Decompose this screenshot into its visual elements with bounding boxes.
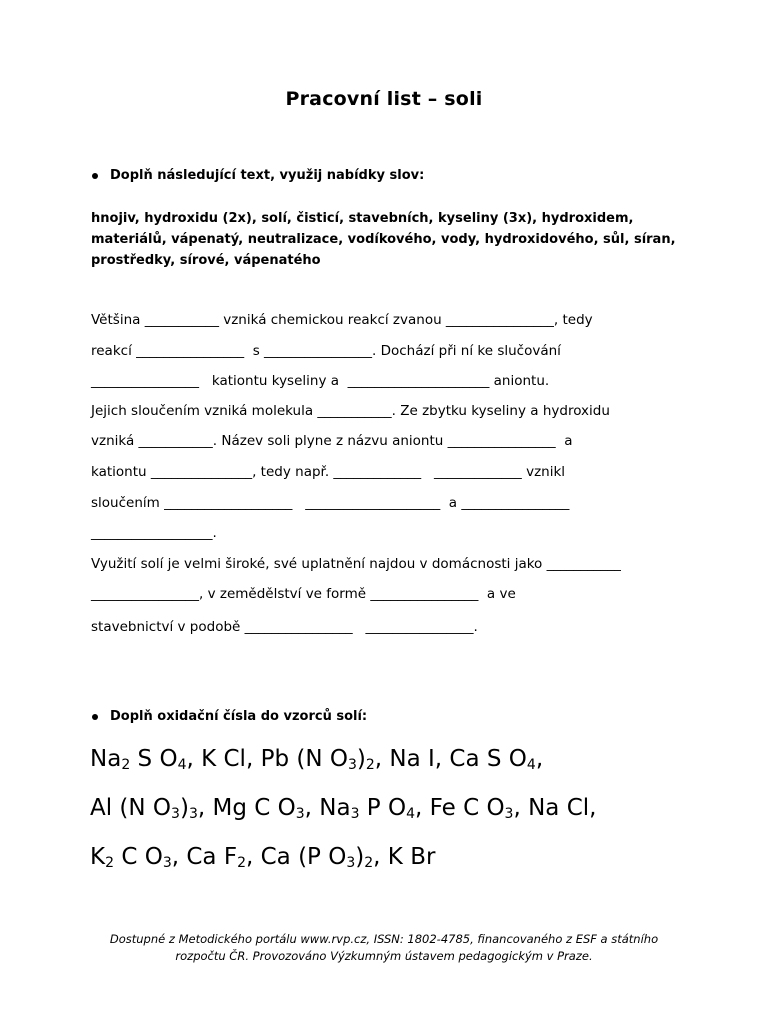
formula-subscript: 3 [350,806,360,822]
formula-subscript: 4 [177,757,187,773]
formula-text: , Na [304,795,351,821]
formula-text: Al (N O [90,795,172,821]
formula-text: , Fe C O [415,795,505,821]
formula-subscript: 2 [105,855,115,871]
task2-instruction [92,709,367,724]
formula-text: , Na I, Ca S O [374,746,527,772]
formula-text: P O [359,795,407,821]
formula-subscript: 2 [365,757,375,773]
formula-text: , Mg C O [197,795,296,821]
formula-subscript: 4 [526,757,536,773]
fill-in-line: reakcí ________________ s ________________. Dochází při ní ke slučování [91,343,561,359]
formula-text: ) [356,746,366,772]
task2-instruction-text: Doplň oxidační čísla do vzorců solí: [110,709,368,724]
formula-subscript: 3 [346,855,356,871]
fill-in-line: kationtu _______________, tedy např. _____________ _____________ vznikl [91,464,566,480]
formula-text: ) [179,795,189,821]
task1-instruction-text: Doplň následující text, využij nabídky slov: [110,168,425,183]
fill-in-line: ________________, v zemědělství ve formě ________________ a ve [91,586,516,602]
formula-text: , Na Cl, [513,795,597,821]
formula-subscript: 2 [364,855,374,871]
bullet-icon [92,173,98,179]
formula-text: , K Cl, Pb (N O [186,746,348,772]
formula-text: K [90,844,106,870]
formula-text: , [535,746,544,772]
fill-in-line: __________________. [91,525,217,541]
task1-instruction [92,168,424,183]
formula-line [90,793,596,829]
formula-subscript: 2 [237,855,246,871]
fill-in-line: Většina ___________ vzniká chemickou reakcí zvanou ________________, tedy [91,312,593,328]
formula-text: , K Br [373,844,436,870]
bullet-icon [92,714,98,720]
formula-text: S O [130,746,178,772]
formula-subscript: 3 [188,806,198,822]
formula-text: , Ca (P O [245,844,347,870]
fill-in-line: sloučením ___________________ ____________________ a ________________ [91,495,570,511]
formula-subscript: 2 [121,757,131,773]
formula-subscript: 3 [162,855,172,871]
footer-line: rozpočtu ČR. Provozováno Výzkumným ústavem pedagogickým v Praze. [175,949,593,963]
formula-subscript: 4 [406,806,416,822]
footer [0,931,768,965]
formula-text: ) [355,844,365,870]
formula-line [90,842,435,878]
page-title: Pracovní list – soli [285,88,483,110]
word-bank: hnojiv, hydroxidu (2x), solí, čisticí, stavebních, kyseliny (3x), hydroxidem, materiálů, vápenatý, neutralizace, vodíkového, vody, hydroxidového, sůl, síran, prostředky, sírové, vápenatého [91,211,676,268]
formula-text: , Ca F [171,844,238,870]
formula-line [90,744,543,780]
formula-subscript: 3 [295,806,305,822]
fill-in-line: ________________ kationtu kyseliny a _____________________ aniontu. [91,373,550,389]
footer-line: Dostupné z Metodického portálu www.rvp.cz, ISSN: 1802-4785, financovaného z ESF a státního [109,932,659,946]
formula-subscript: 3 [504,806,514,822]
formula-subscript: 3 [171,806,180,822]
fill-in-line: stavebnictví v podobě ________________ ________________. [91,619,478,635]
formula-subscript: 3 [347,757,357,773]
fill-in-line: Jejich sloučením vzniká molekula ___________. Ze zbytku kyseliny a hydroxidu [91,403,610,419]
fill-in-line: Využití solí je velmi široké, své uplatnění najdou v domácnosti jako ___________ [91,556,621,572]
formula-text: Na [90,746,122,772]
fill-in-line: vzniká ___________. Název soli plyne z názvu aniontu ________________ a [91,433,573,449]
formula-text: C O [114,844,163,870]
